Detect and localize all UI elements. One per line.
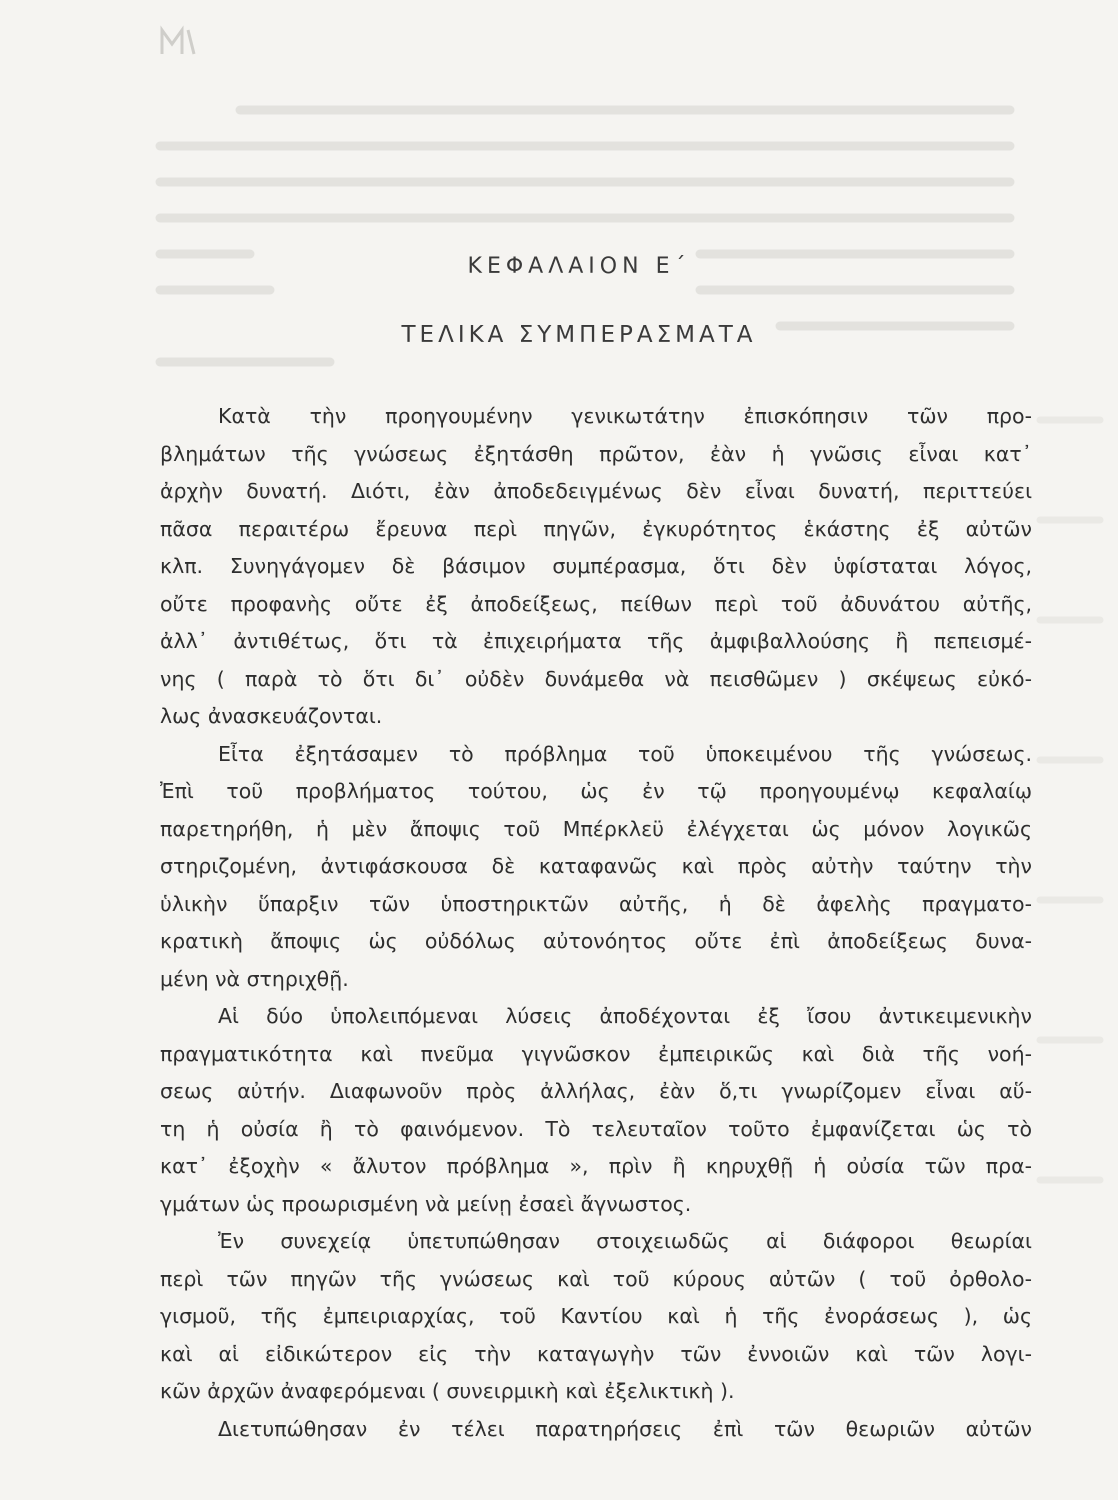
- text-line: λως ἀνασκευάζονται.: [160, 704, 383, 728]
- text-line: τη ἡ οὐσία ἢ τὸ φαινόμενον. Τὸ τελευταῖον τοῦτο ἐμφανίζεται ὡς τὸ: [160, 1116, 1032, 1141]
- text-line: περὶ τῶν πηγῶν τῆς γνώσεως καὶ τοῦ κύρους αὐτῶν ( τοῦ ὀρθολο-: [160, 1266, 1032, 1291]
- text-line: στηριζομένη, ἀντιφάσκουσα δὲ καταφανῶς καὶ πρὸς αὐτὴν ταύτην τὴν: [160, 854, 1032, 878]
- text-line: ἀλλ᾽ ἀντιθέτως, ὅτι τὰ ἐπιχειρήματα τῆς ἀμφιβαλλούσης ἢ πεπεισμέ-: [160, 629, 1032, 653]
- text-line: Διετυπώθησαν ἐν τέλει παρατηρήσεις ἐπὶ τῶν θεωριῶν αὐτῶν: [218, 1416, 1032, 1441]
- text-line: σεως αὐτήν. Διαφωνοῦν πρὸς ἀλλήλας, ἐὰν ὅ,τι γνωρίζομεν εἶναι αὕ-: [160, 1079, 1032, 1103]
- text-line: ὑλικὴν ὕπαρξιν τῶν ὑποστηρικτῶν αὐτῆς, ἡ δὲ ἀφελὴς πραγματο-: [160, 891, 1032, 916]
- text-line: κρατικὴ ἄποψις ὡς οὐδόλως αὐτονόητος οὔτε ἐπὶ ἀποδείξεως δυνα-: [160, 929, 1032, 953]
- text-line: βλημάτων τῆς γνώσεως ἐξητάσθη πρῶτον, ἐὰν ἡ γνῶσις εἶναι κατ᾽: [160, 441, 1032, 466]
- text-line: Εἶτα ἐξητάσαμεν τὸ πρόβλημα τοῦ ὑποκειμένου τῆς γνώσεως.: [218, 741, 1032, 766]
- text-line: Κατὰ τὴν προηγουμένην γενικωτάτην ἐπισκόπησιν τῶν προ-: [218, 404, 1032, 428]
- text-line: γισμοῦ, τῆς ἐμπειριαρχίας, τοῦ Καντίου καὶ ἡ τῆς ἐνοράσεως ), ὡς: [160, 1304, 1032, 1328]
- text-line: Ἐν συνεχείᾳ ὑπετυπώθησαν στοιχειωδῶς αἱ διάφοροι θεωρίαι: [218, 1229, 1032, 1253]
- text-line: κατ᾽ ἐξοχὴν « ἄλυτον πρόβλημα », πρὶν ἢ κηρυχθῇ ἡ οὐσία τῶν πρα-: [160, 1154, 1032, 1178]
- text-line: πραγματικότητα καὶ πνεῦμα γιγνῶσκον ἐμπειρικῶς καὶ διὰ τῆς νοή-: [160, 1041, 1032, 1066]
- text-line: γμάτων ὡς προωρισμένη νὰ μείνῃ ἐσαεὶ ἄγνωστος.: [160, 1191, 692, 1216]
- text-line: καὶ αἱ εἰδικώτερον εἰς τὴν καταγωγὴν τῶν ἐννοιῶν καὶ τῶν λογι-: [160, 1341, 1032, 1366]
- body-text: [160, 398, 1032, 1448]
- text-line: πᾶσα περαιτέρω ἔρευνα περὶ πηγῶν, ἐγκυρότητος ἑκάστης ἐξ αὐτῶν: [160, 516, 1032, 541]
- page-number-mark: [158, 24, 198, 58]
- chapter-label: ΚΕΦΑΛΑΙΟΝ Ε΄: [467, 254, 691, 279]
- text-line: κῶν ἀρχῶν ἀναφερόμεναι ( συνειρμικὴ καὶ ἐξελικτικὴ ).: [160, 1379, 735, 1403]
- text-line: οὔτε προφανὴς οὔτε ἐξ ἀποδείξεως, πείθων περὶ τοῦ ἀδυνάτου αὐτῆς,: [160, 591, 1032, 616]
- chapter-title: ΤΕΛΙΚΑ ΣΥΜΠΕΡΑΣΜΑΤΑ: [401, 322, 757, 348]
- text-line: κλπ. Συνηγάγομεν δὲ βάσιμον συμπέρασμα, ὅτι δὲν ὑφίσταται λόγος,: [160, 554, 1032, 578]
- text-line: Αἱ δύο ὑπολειπόμεναι λύσεις ἀποδέχονται ἐξ ἴσου ἀντικειμενικὴν: [218, 1004, 1032, 1028]
- text-line: παρετηρήθη, ἡ μὲν ἄποψις τοῦ Μπέρκλεϋ ἐλέγχεται ὡς μόνον λογικῶς: [160, 816, 1032, 841]
- text-line: μένη νὰ στηριχθῇ.: [160, 966, 349, 991]
- text-line: Ἐπὶ τοῦ προβλήματος τούτου, ὡς ἐν τῷ προηγουμένῳ κεφαλαίῳ: [160, 779, 1032, 803]
- text-line: ἀρχὴν δυνατή. Διότι, ἐὰν ἀποδεδειγμένως δὲν εἶναι δυνατή, περιττεύει: [160, 479, 1032, 503]
- text-line: νης ( παρὰ τὸ ὅτι δι᾽ οὐδὲν δυνάμεθα νὰ πεισθῶμεν ) σκέψεως εὐκό-: [160, 666, 1032, 691]
